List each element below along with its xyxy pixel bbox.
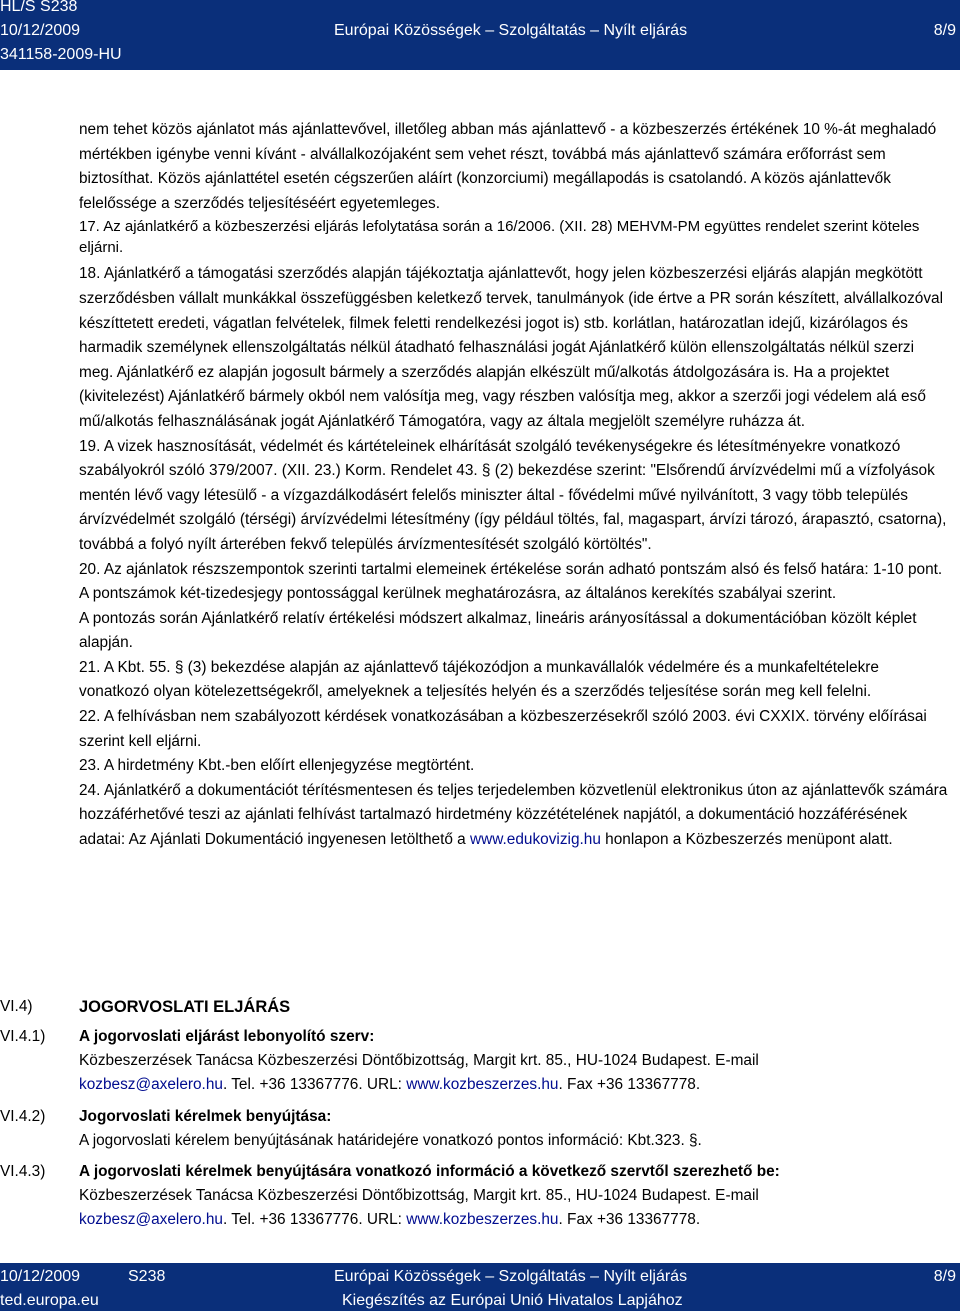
url-link[interactable]: www.kozbeszerzes.hu [406,1076,559,1093]
tel-text: . Tel. +36 13367776. URL: [222,1076,407,1093]
paragraph-23: 23. A hirdetmény Kbt.-ben előírt ellenjegyzése megtörtént. [79,757,475,775]
footer-title: Európai Közösségek – Szolgáltatás – Nyílt eljárás [334,1268,688,1285]
paragraph-17: 17. Az ajánlatkérő a közbeszerzési eljárás lefolytatása során a 16/2006. (XII. 28) MEHVM-PM együttes rendelet szerint köteles eljárni. [79,218,920,257]
section-title: A jogorvoslati eljárást lebonyolító szerv: [79,1028,375,1045]
paragraph-intro: nem tehet közös ajánlatot más ajánlattevővel, illetőleg abban más ajánlattevő - a közbeszerzés értékének 10 %-át meghaladó mértékben igénybe venni kívánt - alvállalkozójaként sem vehet részt, továbbá más ajánlattevő számára erőforrást sem biztosíthat. Közös ajánlattétel esetén cégszerűen aláírt (konzorciumi) megállapodás is csatolandó. A közös ajánlattevők felelőssége a szerződés teljesítéséért egyetemleges. [79,121,937,212]
info-body-contact [79,1208,951,1232]
section-title: Jogorvoslati kérelmek benyújtása: [79,1108,332,1125]
footer-supplement: Kiegészítés az Európai Unió Hivatalos Lapjához [342,1292,683,1309]
paragraph-21: 21. A Kbt. 55. § (3) bekezdése alapján az ajánlattevő tájékozódjon a munkavállalók védelmére és a munkafeltételekre vonatkozó olyan kötelezettségekről, amelyeknek a teljesítés helyén és a szerződés teljesítése során meg kell felelni. [79,658,879,701]
section-number: VI.4.2) [0,1108,46,1125]
email-link[interactable]: kozbesz@axelero.hu [79,1076,223,1093]
footer-code: S238 [128,1268,166,1285]
fax-text: . Fax +36 13367778. [558,1211,701,1228]
footer-date: 10/12/2009 [0,1268,81,1285]
section-title: JOGORVOSLATI ELJÁRÁS [79,998,291,1016]
review-body-contact [79,1073,951,1097]
paragraph-22: 22. A felhívásban nem szabályozott kérdések vonatkozásában a közbeszerzésekről szóló 2003. évi CXXIX. törvény előírásai szerint kell eljárni. [79,708,927,750]
section-number: VI.4.1) [0,1028,46,1045]
paragraph-24-text: 24. Ajánlatkérő a dokumentációt térítésmentesen és teljes terjedelemben közvetlenül elektronikus úton az ajánlattevők számára hozzáférhetővé teszi az ajánlati felhívást tartalmazó hirdetmény közzétételének napjától, a dokumentáció hozzáférésének adatai: Az Ajánlati Dokumentáció ingyenesen letölthető a [79,781,948,849]
doc-ref: HL/S S238 [0,0,78,15]
fax-text: . Fax +36 13367778. [558,1076,701,1093]
edukovizig-link[interactable]: www.edukovizig.hu [470,831,601,849]
paragraph-18: 18. Ajánlatkérő a támogatási szerződés alapján tájékoztatja ajánlattevőt, hogy jelen közbeszerzési eljárás alapján megkötött szerződésben vállalt munkákkal összefüggésben keletkező tervek, tanulmányok (ide értve a PR során készített, alvállalkozóval készíttetett eredeti, vágatlan felvételek, filmek feletti rendelkezési jogot is) stb. korlátlan, határozatlan idejű, kizárólagos és harmadik személynek ellenszolgáltatás nélkül átadható felhasználási jogát Ajánlatkérő külön ellenszolgáltatás nélkül szerzi meg. Ajánlatkérő ez alapján jogosult bármely a szerződés alapján elkészült mű/alkotás átdolgozására is. Ha a projektet (kivitelezést) Ajánlatkérő bármely okból nem valósítja meg, vagy részben valósítja meg, akkor a szerzői jogi védelem alá eső mű/alkotás felhasználásának jogát Ajánlatkérő Támogatóra, vagy az általa megjelölt személyre ruházza át. [79,265,944,430]
info-body-address: Közbeszerzések Tanácsa Közbeszerzési Döntőbizottság, Margit krt. 85., HU-1024 Budapest. E-mail [79,1187,759,1204]
header-title: Európai Közösségek – Szolgáltatás – Nyílt eljárás [334,22,688,39]
paragraph-24 [79,779,951,853]
paragraph-20: 20. Az ajánlatok részszempontok szerinti tartalmi elemeinek értékelése során adható pontszám alsó és felső határa: 1-10 pont. A pontszámok két-tizedesjegy pontossággal kerülnek meghatározásra, az általános kerekítés szabályai szerint. [79,560,943,603]
header-page: 8/9 [933,22,956,39]
header-date: 10/12/2009 [0,22,81,39]
email-link[interactable]: kozbesz@axelero.hu [79,1211,223,1228]
paragraph-24-end: honlapon a Közbeszerzés menüpont alatt. [600,831,893,849]
document-body [79,118,951,853]
footer-site: ted.europa.eu [0,1292,99,1309]
section-number: VI.4.3) [0,1163,46,1180]
section-number: VI.4) [0,998,33,1015]
paragraph-20b: A pontozás során Ajánlatkérő relatív értékelési módszert alkalmaz, lineáris arányosítással a dokumentációban közölt képlet alapján. [79,609,917,652]
notice-id: 341158-2009-HU [0,46,122,63]
url-link[interactable]: www.kozbeszerzes.hu [406,1211,559,1228]
footer-page: 8/9 [933,1268,956,1285]
paragraph-19: 19. A vizek hasznosítását, védelmét és kártételeinek elhárítását szolgáló tevékenységekre és létesítményekre vonatkozó szabályokról szóló 379/2007. (XII. 23.) Korm. Rendelet 43. § (2) bekezdése szerint: "Elsőrendű árvízvédelmi mű a vízfolyások mentén lévő vagy létesülő - a vízgazdálkodásért felelős miniszter által - fővédelmi művé nyilvánított, 3 vagy több település árvízvédelmét szolgáló (térségi) árvízvédelmi létesítmény (így például töltés, fal, magaspart, árvízi tározó, árapasztó, csatorna), továbbá a folyó nyílt árterében fekvő település árvízmentesítését szolgáló körtöltés". [79,437,947,553]
section-title: A jogorvoslati kérelmek benyújtására vonatkozó információ a következő szervtől szerezhető be: [79,1163,780,1180]
deadline-info: A jogorvoslati kérelem benyújtásának határidejére vonatkozó pontos információ: Kbt.323. §. [79,1132,702,1149]
tel-text: . Tel. +36 13367776. URL: [222,1211,407,1228]
review-body-address: Közbeszerzések Tanácsa Közbeszerzési Döntőbizottság, Margit krt. 85., HU-1024 Budapest. E-mail [79,1052,759,1069]
